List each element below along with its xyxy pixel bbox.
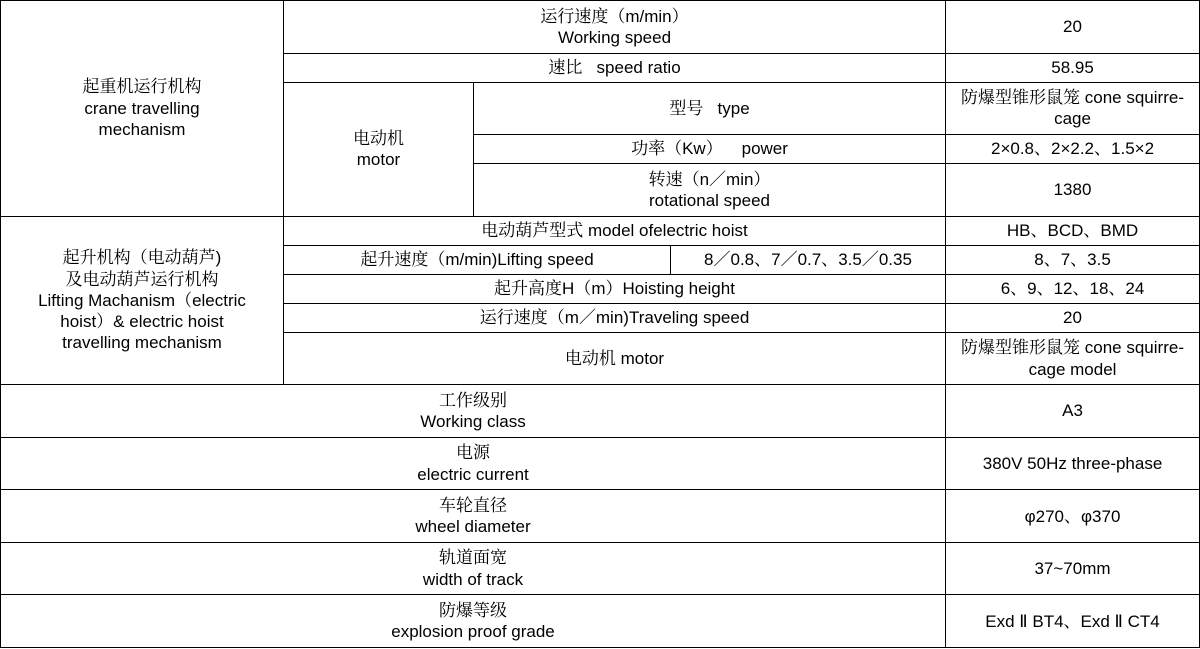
param-cn: 电源: [456, 443, 490, 463]
value-explosion-proof-grade: Exd Ⅱ BT4、Exd Ⅱ CT4: [946, 595, 1200, 648]
value-hoist-model: HB、BCD、BMD: [946, 216, 1200, 245]
value-lifting-speed-left: 8／0.8、7／0.7、3.5／0.35: [671, 245, 946, 274]
value-hoist-motor: 防爆型锥形鼠笼 cone squirre-cage model: [946, 332, 1200, 385]
value-width-of-track: 37~70mm: [946, 542, 1200, 595]
section-label-en-line2: mechanism: [98, 119, 186, 139]
param-width-of-track: [1, 542, 946, 595]
param-working-speed: [284, 1, 946, 54]
param-hoist-model: 电动葫芦型式 model ofelectric hoist: [284, 216, 946, 245]
section-label-cn: 起重机运行机构: [82, 77, 202, 97]
value-motor-type: 防爆型锥形鼠笼 cone squirre-cage: [946, 82, 1200, 135]
section-label-cn-line1: 起升机构（电动葫芦): [62, 248, 222, 268]
param-en: wheel diameter: [415, 517, 531, 537]
motor-label: [284, 82, 474, 216]
table-row: [1, 437, 1200, 490]
motor-label-cn: 电动机: [353, 128, 404, 148]
param-hoisting-height: 起升高度H（m）Hoisting height: [284, 274, 946, 303]
param-en: power: [741, 139, 788, 159]
param-en: explosion proof grade: [391, 622, 555, 642]
table-row: [1, 1, 1200, 54]
section-label-cn-line2: 及电动葫芦运行机构: [65, 269, 219, 289]
param-traveling-speed: 运行速度（m／min)Traveling speed: [284, 303, 946, 332]
section-label-en-line2: hoist）& electric hoist: [60, 312, 224, 332]
value-lifting-speed-right: 8、7、3.5: [946, 245, 1200, 274]
param-en: rotational speed: [649, 190, 770, 210]
param-hoist-motor: 电动机 motor: [284, 332, 946, 385]
section-label-en-line1: crane travelling: [84, 98, 200, 118]
table-row: [1, 490, 1200, 543]
param-en: width of track: [422, 569, 524, 589]
param-cn: 防爆等级: [439, 600, 507, 620]
section-label-en-line3: travelling mechanism: [62, 333, 222, 353]
value-hoisting-height: 6、9、12、18、24: [946, 274, 1200, 303]
section-label-en-line1: Lifting Machanism（electric: [38, 290, 246, 310]
value-motor-power: 2×0.8、2×2.2、1.5×2: [946, 135, 1200, 164]
param-lifting-speed: 起升速度（m/min)Lifting speed: [284, 245, 671, 274]
param-wheel-diameter: [1, 490, 946, 543]
param-cn: 轨道面宽: [439, 548, 507, 568]
param-motor-rotational-speed: [474, 164, 946, 217]
param-motor-type: [474, 82, 946, 135]
value-traveling-speed: 20: [946, 303, 1200, 332]
section-label-crane-travelling: [1, 1, 284, 217]
param-explosion-proof-grade: [1, 595, 946, 648]
value-wheel-diameter: φ270、φ370: [946, 490, 1200, 543]
param-electric-current: [1, 437, 946, 490]
param-cn: 速比: [548, 57, 583, 77]
param-cn: 型号: [669, 98, 704, 118]
table-row: [1, 542, 1200, 595]
value-working-class: A3: [946, 385, 1200, 438]
value-working-speed: 20: [946, 1, 1200, 54]
param-en: Working class: [420, 412, 526, 432]
param-cn: 工作级别: [439, 390, 507, 410]
param-working-class: [1, 385, 946, 438]
param-en: type: [717, 98, 750, 118]
param-cn: 车轮直径: [439, 495, 507, 515]
value-speed-ratio: 58.95: [946, 53, 1200, 82]
value-electric-current: 380V 50Hz three-phase: [946, 437, 1200, 490]
param-en: electric current: [417, 464, 529, 484]
param-cn: 功率（Kw）: [631, 139, 723, 159]
table-row: [1, 216, 1200, 245]
table-row: [1, 385, 1200, 438]
param-en: speed ratio: [596, 57, 681, 77]
param-motor-power: [474, 135, 946, 164]
table-row: [1, 595, 1200, 648]
param-en: Working speed: [557, 27, 672, 47]
param-speed-ratio: [284, 53, 946, 82]
section-label-lifting-mechanism: [1, 216, 284, 385]
value-motor-rotational-speed: 1380: [946, 164, 1200, 217]
motor-label-en: motor: [356, 150, 401, 170]
param-cn: 转速（n／min）: [648, 169, 771, 189]
param-cn: 运行速度（m/min）: [540, 6, 689, 26]
